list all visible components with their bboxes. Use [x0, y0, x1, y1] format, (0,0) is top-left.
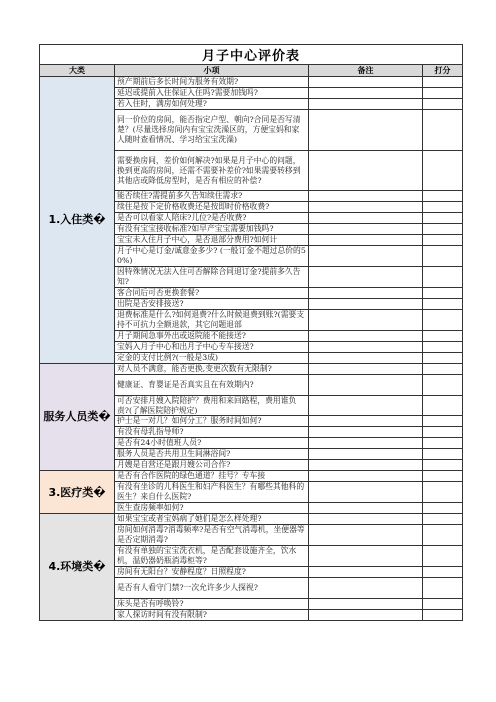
score-cell[interactable] [423, 395, 463, 416]
note-cell[interactable] [309, 352, 423, 363]
note-cell[interactable] [309, 374, 423, 395]
note-cell[interactable] [309, 524, 423, 545]
note-cell[interactable] [309, 598, 423, 609]
sheet-title: 月子中心评价表 [40, 45, 463, 65]
item-cell: 是否有24小时值班人员? [115, 438, 309, 449]
score-cell[interactable] [423, 309, 463, 330]
note-cell[interactable] [309, 566, 423, 577]
item-cell: 对人员不满意，能否更换,变更次数有无限制? [115, 363, 309, 374]
score-cell[interactable] [423, 374, 463, 395]
note-cell[interactable] [309, 438, 423, 449]
item-cell: 有没有坐诊的儿科医生和妇产科医生？有哪些其他科的医生？来自什么医院? [115, 482, 309, 503]
score-cell[interactable] [423, 524, 463, 545]
item-cell: 如果宝宝或者宝妈病了她们是怎么样处理? [115, 514, 309, 525]
table-row [40, 363, 463, 374]
score-cell[interactable] [423, 77, 463, 88]
score-cell[interactable] [423, 87, 463, 98]
score-cell[interactable] [423, 514, 463, 525]
note-cell[interactable] [309, 202, 423, 213]
score-cell[interactable] [423, 460, 463, 471]
item-cell: 护士是一对几？如何分工？服务时间如何? [115, 416, 309, 427]
header-item: 小项 [115, 65, 309, 77]
note-cell[interactable] [309, 267, 423, 288]
note-cell[interactable] [309, 309, 423, 330]
score-cell[interactable] [423, 545, 463, 566]
score-cell[interactable] [423, 235, 463, 246]
note-cell[interactable] [309, 213, 423, 224]
item-cell: 定金的支付比例?(一般是3成) [115, 352, 309, 363]
score-cell[interactable] [423, 109, 463, 150]
item-cell: 家人探访时间有没有限制? [115, 609, 309, 620]
score-cell[interactable] [423, 598, 463, 609]
item-cell: 因特殊情况无法入住可否解除合同退订金?提前多久告知? [115, 267, 309, 288]
note-cell[interactable] [309, 503, 423, 514]
item-cell: 延迟或提前入住保证入住吗?需要加钱吗? [115, 87, 309, 98]
table-row [40, 514, 463, 525]
score-cell[interactable] [423, 246, 463, 267]
note-cell[interactable] [309, 330, 423, 341]
score-cell[interactable] [423, 341, 463, 352]
note-cell[interactable] [309, 298, 423, 309]
table-row [40, 471, 463, 482]
note-cell[interactable] [309, 288, 423, 299]
score-cell[interactable] [423, 449, 463, 460]
item-cell: 服务人员是否共用卫生间淋浴间? [115, 449, 309, 460]
score-cell[interactable] [423, 482, 463, 503]
item-cell: 有没有单独的宝宝洗衣机，是否配套设施齐全，饮水机，温奶器奶瓶消毒柜等? [115, 545, 309, 566]
note-cell[interactable] [309, 395, 423, 416]
score-cell[interactable] [423, 471, 463, 482]
note-cell[interactable] [309, 98, 423, 109]
evaluation-sheet [39, 44, 462, 621]
item-cell: 床头是否有呼唤铃? [115, 598, 309, 609]
item-cell: 月嫂是自营还是跟月嫂公司合作? [115, 460, 309, 471]
category-cell: 1.入住类� [40, 77, 115, 364]
item-cell: 有没有宝宝接收标准?如早产宝宝需要加钱吗? [115, 224, 309, 235]
score-cell[interactable] [423, 352, 463, 363]
note-cell[interactable] [309, 341, 423, 352]
item-cell: 是否有人看守门禁?一次允许多少人探视? [115, 577, 309, 598]
note-cell[interactable] [309, 191, 423, 202]
score-cell[interactable] [423, 267, 463, 288]
score-cell[interactable] [423, 191, 463, 202]
note-cell[interactable] [309, 363, 423, 374]
note-cell[interactable] [309, 150, 423, 191]
note-cell[interactable] [309, 609, 423, 620]
note-cell[interactable] [309, 471, 423, 482]
score-cell[interactable] [423, 566, 463, 577]
item-cell: 可否安排月嫂入院陪护？费用和来回路程，费用谁负责?(了解医院陪护规定) [115, 395, 309, 416]
item-cell: 同一价位的房间，能否指定户型、朝向?合同是否写清楚？(尽量选择房间内有宝宝洗澡区的，方便宝妈和家人随时查看情况、学习给宝宝洗澡) [115, 109, 309, 150]
item-cell: 月子中心是订金/诚意金多少? (一般订金不超过总价的50%) [115, 246, 309, 267]
score-cell[interactable] [423, 330, 463, 341]
note-cell[interactable] [309, 77, 423, 88]
note-cell[interactable] [309, 514, 423, 525]
item-cell: 宝妈入月子中心和出月子中心专车接送? [115, 341, 309, 352]
note-cell[interactable] [309, 224, 423, 235]
category-cell: 3.医疗类� [40, 471, 115, 514]
table-row [40, 77, 463, 88]
note-cell[interactable] [309, 235, 423, 246]
score-cell[interactable] [423, 202, 463, 213]
score-cell[interactable] [423, 298, 463, 309]
note-cell[interactable] [309, 416, 423, 427]
score-cell[interactable] [423, 503, 463, 514]
score-cell[interactable] [423, 213, 463, 224]
score-cell[interactable] [423, 577, 463, 598]
header-note: 备注 [309, 65, 423, 77]
item-cell: 健康证、育婴证是否真实且在有效期内? [115, 374, 309, 395]
item-cell: 出院是否安排接送? [115, 298, 309, 309]
header-score: 打分 [423, 65, 463, 77]
item-cell: 需要换房间，差价如何解决?如果是月子中心的问题，换到更高的房间，还需不需要补差价?如果需要转移到其他店或降低房型时，是否有相应的补偿? [115, 150, 309, 191]
category-cell: 4.环境类� [40, 514, 115, 621]
score-cell[interactable] [423, 98, 463, 109]
note-cell[interactable] [309, 482, 423, 503]
score-cell[interactable] [423, 438, 463, 449]
item-cell: 退费标准是什么?如何退费?什么时候退费到账?(需要支持不可抗力全额退款，其它问题退部 [115, 309, 309, 330]
note-cell[interactable] [309, 87, 423, 98]
item-cell: 能否续住?需提前多久告知续住需求? [115, 191, 309, 202]
score-cell[interactable] [423, 363, 463, 374]
item-cell: 有没有母乳指导师? [115, 427, 309, 438]
item-cell: 是否可以看家人陪床?儿位?是否收费? [115, 213, 309, 224]
note-cell[interactable] [309, 109, 423, 150]
item-cell: 续住是按下定价格收费还是按即时价格收费? [115, 202, 309, 213]
score-cell[interactable] [423, 224, 463, 235]
score-cell[interactable] [423, 150, 463, 191]
item-cell: 房间有无阳台？安静程度？日照程度? [115, 566, 309, 577]
score-cell[interactable] [423, 416, 463, 427]
item-cell: 医生查房频率如何? [115, 503, 309, 514]
header-category: 大类 [40, 65, 115, 77]
score-cell[interactable] [423, 427, 463, 438]
item-cell: 是否有合作医院的绿色通道？挂号？专车接 [115, 471, 309, 482]
item-cell: 宝宝未入住月子中心，是否退部分费用?如何计 [115, 235, 309, 246]
note-cell[interactable] [309, 460, 423, 471]
item-cell: 房间如何消毒?消毒频率?是否有空气消毒机，坐便器等是否定期消毒? [115, 524, 309, 545]
item-cell: 月子期间急事外出或返院能不能接送? [115, 330, 309, 341]
score-cell[interactable] [423, 288, 463, 299]
note-cell[interactable] [309, 246, 423, 267]
note-cell[interactable] [309, 427, 423, 438]
evaluation-table [39, 44, 463, 621]
item-cell: 客合同后可否更换套餐? [115, 288, 309, 299]
score-cell[interactable] [423, 609, 463, 620]
category-cell: 服务人员类� [40, 363, 115, 471]
note-cell[interactable] [309, 577, 423, 598]
item-cell: 若入住时，满房如何处理? [115, 98, 309, 109]
note-cell[interactable] [309, 449, 423, 460]
note-cell[interactable] [309, 545, 423, 566]
item-cell: 预产期前后多长时间为服务有效期? [115, 77, 309, 88]
